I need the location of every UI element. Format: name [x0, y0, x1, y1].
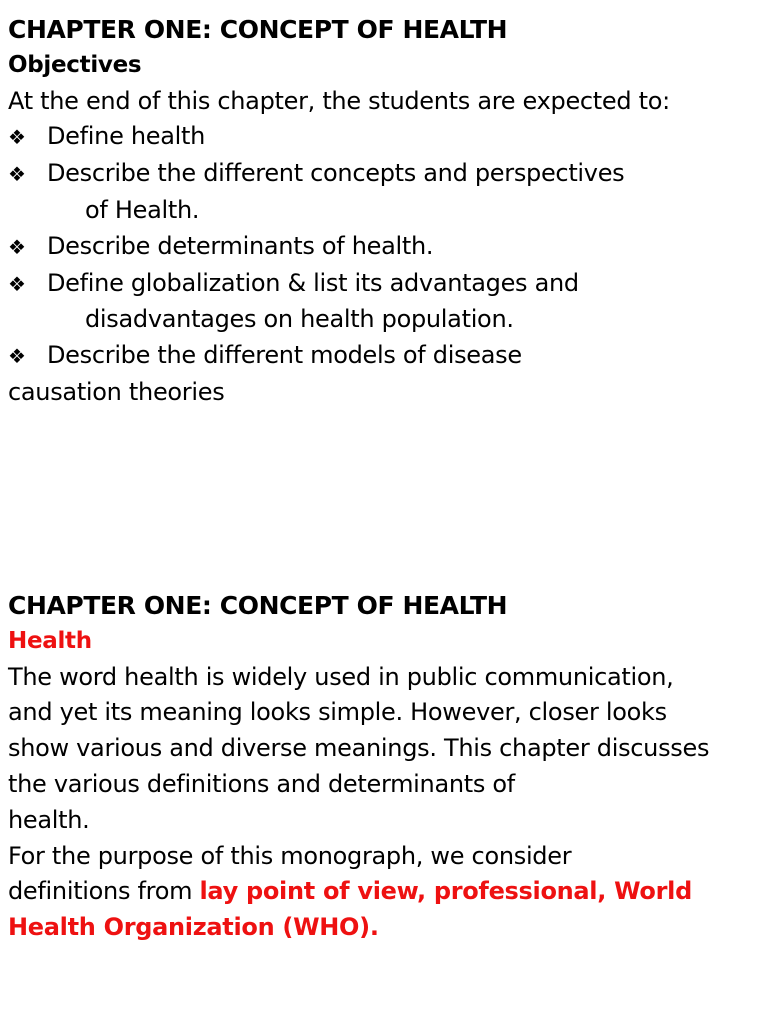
objective-text: Describe the different models of disease — [47, 341, 522, 370]
slide-objectives — [8, 12, 758, 411]
objective-text: Define health — [47, 122, 206, 151]
objective-item — [8, 229, 758, 266]
paragraph-line: For the purpose of this monograph, we consider — [8, 841, 572, 870]
diamond-bullet-icon: ❖ — [8, 162, 26, 187]
highlighted-text: lay point of view, professional, World — [199, 877, 692, 906]
diamond-bullet-icon: ❖ — [8, 234, 26, 259]
objective-text: Describe determinants of health. — [47, 231, 434, 260]
objective-item — [8, 119, 758, 156]
page-title: CHAPTER ONE: CONCEPT OF HEALTH — [8, 15, 508, 44]
slide-health — [8, 588, 758, 946]
paragraph-line: and yet its meaning looks simple. However, closer looks — [8, 698, 667, 727]
objective-item — [8, 338, 758, 375]
section-heading-health: Health — [8, 627, 92, 654]
diamond-bullet-icon: ❖ — [8, 344, 26, 369]
intro-text: At the end of this chapter, the students are expected to: — [8, 86, 670, 115]
page-title: CHAPTER ONE: CONCEPT OF HEALTH — [8, 591, 508, 620]
paragraph-line: The word health is widely used in public communication, — [8, 662, 674, 691]
paragraph-line — [8, 874, 758, 910]
objective-item — [8, 266, 758, 303]
objective-text: Define globalization & list its advantages and — [47, 268, 579, 297]
paragraph-text: definitions from — [8, 877, 200, 906]
diamond-bullet-icon: ❖ — [8, 125, 26, 150]
objective-text-continued: disadvantages on health population. — [85, 305, 514, 334]
paragraph-line: health. — [8, 805, 90, 834]
paragraph-line: the various definitions and determinants of — [8, 769, 515, 798]
diamond-bullet-icon: ❖ — [8, 271, 26, 296]
objective-text-continued: of Health. — [85, 195, 200, 224]
objective-text: Describe the different concepts and perspectives — [47, 159, 625, 188]
section-heading-objectives: Objectives — [8, 51, 142, 78]
objective-text-continued: causation theories — [8, 377, 225, 406]
objective-item — [8, 156, 758, 193]
paragraph-line: show various and diverse meanings. This chapter discusses — [8, 734, 710, 763]
highlighted-text: Health Organization (WHO). — [8, 913, 379, 942]
